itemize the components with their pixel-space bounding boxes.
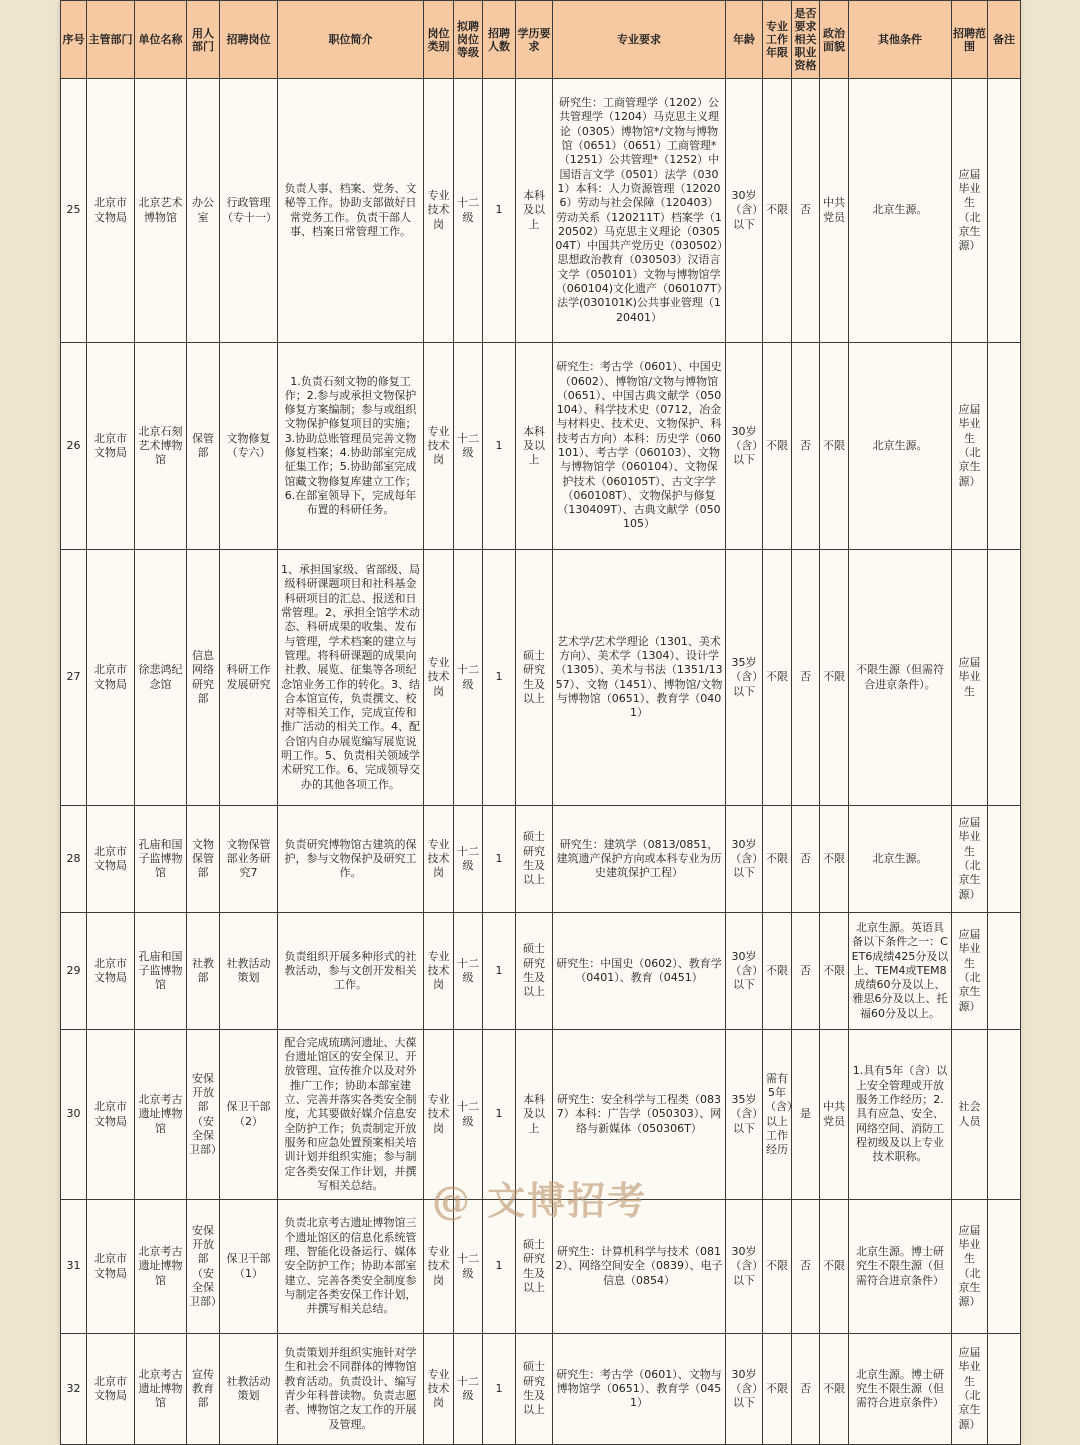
column-header: 招聘人数 [483, 1, 516, 79]
cell-unit: 北京考古遗址博物馆 [135, 1334, 187, 1445]
cell-post: 社教活动策划 [220, 1334, 278, 1445]
cell-post: 文物保管部业务研究7 [220, 806, 278, 913]
cell-no: 25 [61, 79, 87, 343]
cell-pol: 不限 [820, 1200, 849, 1334]
table-row [61, 913, 1021, 1030]
cell-major: 研究生：考古学（0601）、中国史（0602）、博物馆/文物与博物馆（0651）、中国古典文献学（050104）、科学技术史（0712，冶金与材料史、技术史、文物保护、科技考古方向）本科：历史学（060101）、考古学（060103）、文物与博物馆学（060104）、文物保护技术（060105T）、古文字学（060108T）、文物保护与修复（130409T）、古典文献学（050105） [553, 343, 726, 550]
cell-scope: 应届毕业生（北京生源） [952, 1334, 988, 1445]
column-header: 拟聘岗位等级 [454, 1, 483, 79]
cell-age: 35岁（含）以下 [726, 1030, 763, 1200]
cell-sub: 信息网络研究部 [187, 550, 220, 806]
cell-num: 1 [483, 806, 516, 913]
column-header: 单位名称 [135, 1, 187, 79]
cell-dept: 北京市文物局 [87, 79, 135, 343]
cell-unit: 孔庙和国子监博物馆 [135, 913, 187, 1030]
cell-dept: 北京市文物局 [87, 343, 135, 550]
cell-cert: 否 [792, 550, 820, 806]
cell-sub: 安保开放部（安全保卫部） [187, 1200, 220, 1334]
cell-age: 30岁（含）以下 [726, 79, 763, 343]
cell-post: 社教活动策划 [220, 913, 278, 1030]
cell-pol: 不限 [820, 1334, 849, 1445]
cell-pol: 不限 [820, 343, 849, 550]
cell-other: 北京生源。博士研究生不限生源（但需符合进京条件） [849, 1334, 952, 1445]
cell-scope: 应届毕业生（北京生源） [952, 343, 988, 550]
cell-edu: 硕士研究生及以上 [516, 1200, 553, 1334]
cell-note [988, 343, 1021, 550]
cell-other: 1.具有5年（含）以上安全管理或开放服务工作经历；2.具有应急、安全、网络空间、消防工程初级及以上专业技术职称。 [849, 1030, 952, 1200]
cell-note [988, 550, 1021, 806]
cell-scope: 应届毕业生（北京生源） [952, 806, 988, 913]
cell-no: 30 [61, 1030, 87, 1200]
cell-edu: 硕士研究生及以上 [516, 1334, 553, 1445]
column-header: 岗位类别 [424, 1, 454, 79]
cell-years: 不限 [763, 806, 792, 913]
cell-sub: 办公室 [187, 79, 220, 343]
cell-years: 不限 [763, 79, 792, 343]
cell-unit: 徐悲鸿纪念馆 [135, 550, 187, 806]
cell-num: 1 [483, 550, 516, 806]
cell-post: 文物修复（专六） [220, 343, 278, 550]
cell-pol: 中共党员 [820, 79, 849, 343]
cell-no: 27 [61, 550, 87, 806]
cell-cat: 专业技术岗 [424, 1030, 454, 1200]
cell-sub: 安保开放部（安全保卫部） [187, 1030, 220, 1200]
cell-years: 需有5年（含）以上工作经历 [763, 1030, 792, 1200]
cell-age: 35岁（含）以下 [726, 550, 763, 806]
cell-num: 1 [483, 343, 516, 550]
cell-cat: 专业技术岗 [424, 343, 454, 550]
cell-desc: 负责人事、档案、党务、文秘等工作。协助支部做好日常党务工作。负责干部人事、档案日常管理工作。 [278, 79, 424, 343]
cell-level: 十二级 [454, 343, 483, 550]
column-header: 专业工作年限 [763, 1, 792, 79]
cell-num: 1 [483, 1334, 516, 1445]
cell-num: 1 [483, 1200, 516, 1334]
cell-num: 1 [483, 913, 516, 1030]
table-row [61, 1334, 1021, 1445]
cell-edu: 硕士研究生及以上 [516, 913, 553, 1030]
cell-major: 研究生：安全科学与工程类（0837）本科：广告学（050303）、网络与新媒体（050306T） [553, 1030, 726, 1200]
column-header: 政治面貌 [820, 1, 849, 79]
cell-no: 29 [61, 913, 87, 1030]
cell-age: 30岁（含）以下 [726, 913, 763, 1030]
cell-note [988, 1334, 1021, 1445]
cell-desc: 负责策划并组织实施针对学生和社会不同群体的博物馆教育活动。负责设计、编写青少年科普读物。负责志愿者、博物馆之友工作的开展及管理。 [278, 1334, 424, 1445]
cell-no: 26 [61, 343, 87, 550]
cell-cat: 专业技术岗 [424, 1200, 454, 1334]
column-header: 招聘范围 [952, 1, 988, 79]
cell-cert: 否 [792, 79, 820, 343]
cell-age: 30岁（含）以下 [726, 1200, 763, 1334]
cell-pol: 中共党员 [820, 1030, 849, 1200]
cell-pol: 不限 [820, 806, 849, 913]
cell-other: 北京生源。 [849, 343, 952, 550]
cell-age: 30岁（含）以下 [726, 806, 763, 913]
column-header: 用人部门 [187, 1, 220, 79]
cell-dept: 北京市文物局 [87, 1200, 135, 1334]
cell-cat: 专业技术岗 [424, 1334, 454, 1445]
cell-desc: 配合完成琉璃河遗址、大葆台遗址馆区的安全保卫、开放管理、宣传推介以及对外推广工作；协助本部室建立、完善并落实各类安全制度，尤其要做好媒介信息安全防护工作；负责制定开放服务和应急处置预案相关培训计划并组织实施；参与制定各类安保工作计划，并撰写相关总结。 [278, 1030, 424, 1200]
cell-scope: 应届毕业生 [952, 550, 988, 806]
cell-desc: 负责研究博物馆古建筑的保护，参与文物保护及研究工作。 [278, 806, 424, 913]
cell-edu: 本科及以上 [516, 343, 553, 550]
column-header: 年龄 [726, 1, 763, 79]
cell-note [988, 806, 1021, 913]
cell-cert: 否 [792, 343, 820, 550]
table-row [61, 343, 1021, 550]
cell-other: 北京生源。 [849, 806, 952, 913]
cell-desc: 负责组织开展多种形式的社教活动，参与文创开发相关工作。 [278, 913, 424, 1030]
column-header: 主管部门 [87, 1, 135, 79]
cell-years: 不限 [763, 913, 792, 1030]
cell-other: 不限生源（但需符合进京条件）。 [849, 550, 952, 806]
watermark: @ 文博招考 [432, 1178, 648, 1223]
cell-other: 北京生源。博士研究生不限生源（但需符合进京条件） [849, 1200, 952, 1334]
cell-edu: 硕士研究生及以上 [516, 550, 553, 806]
column-header: 学历要求 [516, 1, 553, 79]
cell-cert: 否 [792, 806, 820, 913]
cell-level: 十二级 [454, 913, 483, 1030]
column-header: 序号 [61, 1, 87, 79]
cell-no: 31 [61, 1200, 87, 1334]
cell-desc: 1、承担国家级、省部级、局级科研课题项目和社科基金科研项目的汇总、报送和日常管理。2、承担全馆学术动态、科研成果的收集、发布与管理，学术档案的建立与管理。将科研课题的成果向社教、展览、征集等各项纪念馆业务工作的转化。3、结合本馆宣传，负责撰文、校对等相关工作，完成宣传和推广活动的相关工作。4、配合馆内自办展览编写展览说明工作。5、负责相关领域学术研究工作。6、完成领导交办的其他各项工作。 [278, 550, 424, 806]
cell-unit: 北京考古遗址博物馆 [135, 1030, 187, 1200]
cell-dept: 北京市文物局 [87, 913, 135, 1030]
cell-level: 十二级 [454, 1200, 483, 1334]
cell-years: 不限 [763, 343, 792, 550]
cell-num: 1 [483, 1030, 516, 1200]
cell-pol: 不限 [820, 913, 849, 1030]
cell-level: 十二级 [454, 79, 483, 343]
cell-cert: 是 [792, 1030, 820, 1200]
cell-level: 十二级 [454, 1030, 483, 1200]
cell-age: 30岁（含）以下 [726, 343, 763, 550]
column-header: 专业要求 [553, 1, 726, 79]
column-header: 招聘岗位 [220, 1, 278, 79]
cell-desc: 负责北京考古遗址博物馆三个遗址馆区的信息化系统管理、智能化设备运行、媒体安全防护工作；协助本部室建立、完善各类安全制度参与制定各类安保工作计划，并撰写相关总结。 [278, 1200, 424, 1334]
cell-desc: 1.负责石刻文物的修复工作；2.参与或承担文物保护修复方案编制；参与或组织文物保护修复项目的实施；3.协助总账管理员完善文物修复档案；4.协助部室完成征集工作；5.协助部室完成馆藏文物修复库建立工作；6.在部室领导下，完成每年布置的科研任务。 [278, 343, 424, 550]
cell-cat: 专业技术岗 [424, 550, 454, 806]
cell-major: 研究生：考古学（0601）、文物与博物馆学（0651）、教育学（0451） [553, 1334, 726, 1445]
cell-major: 研究生：工商管理学（1202）公共管理学（1204）马克思主义理论（0305）博物馆*/文物与博物馆（0651）（0651）工商管理*（1251）公共管理*（1252）中国语言文学（0501）法学（0301）本科：人力资源管理（120206）劳动与社会保障（120403）劳动关系（120211T）档案学（120502）马克思主义理论（030504T）中国共产党历史（030502）思想政治教育（030503）汉语言文学（050101）文物与博物馆学（060104)文化遗产（060107T）法学(030101K)公共事业管理（120401） [553, 79, 726, 343]
cell-dept: 北京市文物局 [87, 1334, 135, 1445]
column-header: 职位简介 [278, 1, 424, 79]
cell-dept: 北京市文物局 [87, 806, 135, 913]
cell-cert: 否 [792, 1334, 820, 1445]
cell-unit: 北京石刻艺术博物馆 [135, 343, 187, 550]
cell-dept: 北京市文物局 [87, 550, 135, 806]
cell-unit: 北京艺术博物馆 [135, 79, 187, 343]
cell-scope: 社会人员 [952, 1030, 988, 1200]
cell-years: 不限 [763, 1200, 792, 1334]
cell-sub: 宣传教育部 [187, 1334, 220, 1445]
cell-sub: 文物保管部 [187, 806, 220, 913]
recruitment-table [60, 0, 1021, 1445]
cell-note [988, 1200, 1021, 1334]
column-header: 是否要求相关职业资格 [792, 1, 820, 79]
cell-cat: 专业技术岗 [424, 806, 454, 913]
cell-level: 十二级 [454, 1334, 483, 1445]
cell-scope: 应届毕业生（北京生源） [952, 79, 988, 343]
cell-cat: 专业技术岗 [424, 79, 454, 343]
document-page [60, 0, 1020, 1444]
cell-other: 北京生源。英语具备以下条件之一：CET6成绩425分及以上、TEM4或TEM8成绩60分及以上、雅思6分及以上、托福60分及以上。 [849, 913, 952, 1030]
cell-no: 28 [61, 806, 87, 913]
cell-level: 十二级 [454, 550, 483, 806]
cell-edu: 本科及以上 [516, 1030, 553, 1200]
cell-scope: 应届毕业生（北京生源） [952, 1200, 988, 1334]
cell-years: 不限 [763, 1334, 792, 1445]
table-row [61, 806, 1021, 913]
cell-dept: 北京市文物局 [87, 1030, 135, 1200]
cell-cat: 专业技术岗 [424, 913, 454, 1030]
table-row [61, 550, 1021, 806]
cell-post: 保卫干部（2） [220, 1030, 278, 1200]
cell-no: 32 [61, 1334, 87, 1445]
cell-pol: 不限 [820, 550, 849, 806]
cell-age: 30岁（含）以下 [726, 1334, 763, 1445]
table-row [61, 79, 1021, 343]
cell-note [988, 913, 1021, 1030]
cell-note [988, 1030, 1021, 1200]
cell-other: 北京生源。 [849, 79, 952, 343]
cell-major: 研究生：计算机科学与技术（0812）、网络空间安全（0839）、电子信息（0854） [553, 1200, 726, 1334]
cell-years: 不限 [763, 550, 792, 806]
cell-num: 1 [483, 79, 516, 343]
cell-cert: 否 [792, 1200, 820, 1334]
cell-major: 研究生：中国史（0602）、教育学（0401）、教育（0451） [553, 913, 726, 1030]
cell-unit: 北京考古遗址博物馆 [135, 1200, 187, 1334]
cell-post: 科研工作发展研究 [220, 550, 278, 806]
cell-edu: 本科及以上 [516, 79, 553, 343]
cell-major: 研究生：建筑学（0813/0851，建筑遗产保护方向或本科专业为历史建筑保护工程） [553, 806, 726, 913]
cell-scope: 应届毕业生（北京生源） [952, 913, 988, 1030]
cell-post: 保卫干部（1） [220, 1200, 278, 1334]
cell-post: 行政管理（专十一） [220, 79, 278, 343]
cell-cert: 否 [792, 913, 820, 1030]
cell-note [988, 79, 1021, 343]
column-header: 其他条件 [849, 1, 952, 79]
cell-level: 十二级 [454, 806, 483, 913]
cell-edu: 硕士研究生及以上 [516, 806, 553, 913]
cell-unit: 孔庙和国子监博物馆 [135, 806, 187, 913]
column-header: 备注 [988, 1, 1021, 79]
cell-sub: 保管部 [187, 343, 220, 550]
table-header-row [61, 1, 1021, 79]
cell-sub: 社教部 [187, 913, 220, 1030]
cell-major: 艺术学/艺术学理论（1301、美术方向）、美术学（1304）、设计学（1305）、美术与书法（1351/1357）、文物（1451）、博物馆/文物与博物馆（0651）、教育学（0401） [553, 550, 726, 806]
